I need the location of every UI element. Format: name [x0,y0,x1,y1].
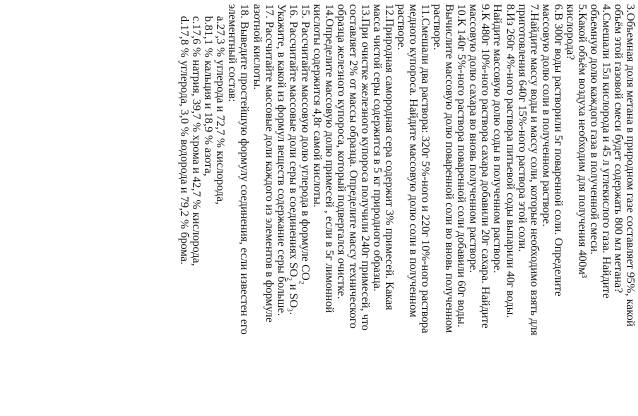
text-line: 3.Объемная доля метана в природном газе составляет 95%, какой [624,4,637,327]
text-line: приготовления 640г 15%-ного раствора этой соли. [515,4,529,252]
problem-3 [612,4,636,412]
text-line: элементный состав: [226,4,240,102]
text-line: растворе. [395,4,409,51]
text-line: растворе. [431,4,445,51]
text-line: массовую долю соли в полученном растворе. [539,4,553,227]
problem-5 [564,4,588,412]
text-line: 15. Рассчитайте массовую долю углерода в формуле СО₂ [298,4,312,285]
text-line: 10.К 140г 5%-ного раствора поваренной соли добавили 60г воды. [455,4,469,328]
text-line: 4.Смешали 15л кислорода и 45 л углекислого газа. Найдите [599,4,613,299]
text-line: 13.При очистке железного купороса получили 240г примесей, что [358,4,372,331]
problem-4 [588,4,612,412]
text-line: кислорода? [563,4,577,61]
problem-14 [311,4,335,412]
text-line: 9.К 480г 10%-ного раствора сахара добавили 20г сахара. Найдите [479,4,493,329]
text-line: объём этой газовой смеси будет содержать 800 мл метана? [611,4,625,293]
text-line: масса чистой серы содержится в 5 кг природного образца. [371,4,385,292]
text-line: объемную долю каждого газа в полученной смеси. [587,4,601,255]
answer-options [178,4,226,412]
problem-12 [371,4,395,412]
text-line: 7.Найдите массу воды и массу соли, которые необходимо взять для [527,4,541,336]
text-line: составляет 2% от массы образца. Определите массу технического [346,4,360,329]
problem-9 [467,4,491,412]
problem-list [178,0,638,416]
problem-18 [226,4,250,412]
problem-10 [431,4,467,412]
text-line: 8.Из 260г 4%-ного раствора питьевой соды выпарили 40г воды. [503,4,517,318]
problem-11 [395,4,431,412]
text-line: 17. Рассчитайте массовые доли каждого из элементов в формуле [262,4,276,323]
text-line: 16. Рассчитайте массовые доли серы в соединениях SO₂ и SO₃. [286,4,300,315]
text-line: Укажите, в какой из формул веществ содержание серы больше. [274,4,288,316]
text-line: Вычислите массовую долю поваренной соли во вновь полученном [443,4,457,333]
problem-13 [335,4,371,412]
option-a: а.27,3 % углерода и 72,7 % кислорода, [214,16,228,205]
text-line: Найдите массовую долю соды в полученном растворе. [491,4,505,274]
problem-6 [540,4,564,412]
problem-8 [491,4,515,412]
option-b: b.81,1 % кальция и 18,9 % азота, [202,16,216,177]
text-line: массовую долю сахара во вновь полученном растворе. [467,4,481,273]
text-line: кислоты содержится 4,8г самой кислоты. [310,4,324,208]
text-line: 5.Какой объём воздуха необходим для получения 400м³ [575,4,589,279]
problem-15 [299,4,311,412]
problem-16 [275,4,299,412]
text-line: 14.Определите массовую долю примесей , если в 5г лимонной [322,4,336,313]
option-c: c.17,6 % натрия, 39,7 % хрома и 42,7 % кислорода, [190,16,204,267]
text-line: 12.Природная самородная сера содержит 3% примесей. Какая [383,4,397,311]
problem-17 [251,4,275,412]
text-line: 11.Смешали два раствора: 320г 5%-ного и 220г 10%-ного раствора [419,4,433,334]
text-line: образца железного купороса, который подвергался очистке. [334,4,348,299]
text-line: 6.В 300г воды растворили 5г поваренной соли. Определите [551,4,565,297]
text-line: 18. Выведите простейшую формулу соединения, если известен его [238,4,252,335]
problem-7 [516,4,540,412]
text-line: медного купороса. Найдите массовую долю соли в полученном [407,4,421,318]
option-d: d.17,8 % углерода, 3,0 % водорода и 79,2 % брома. [178,16,192,265]
text-line: азотной кислоты. [250,4,264,90]
